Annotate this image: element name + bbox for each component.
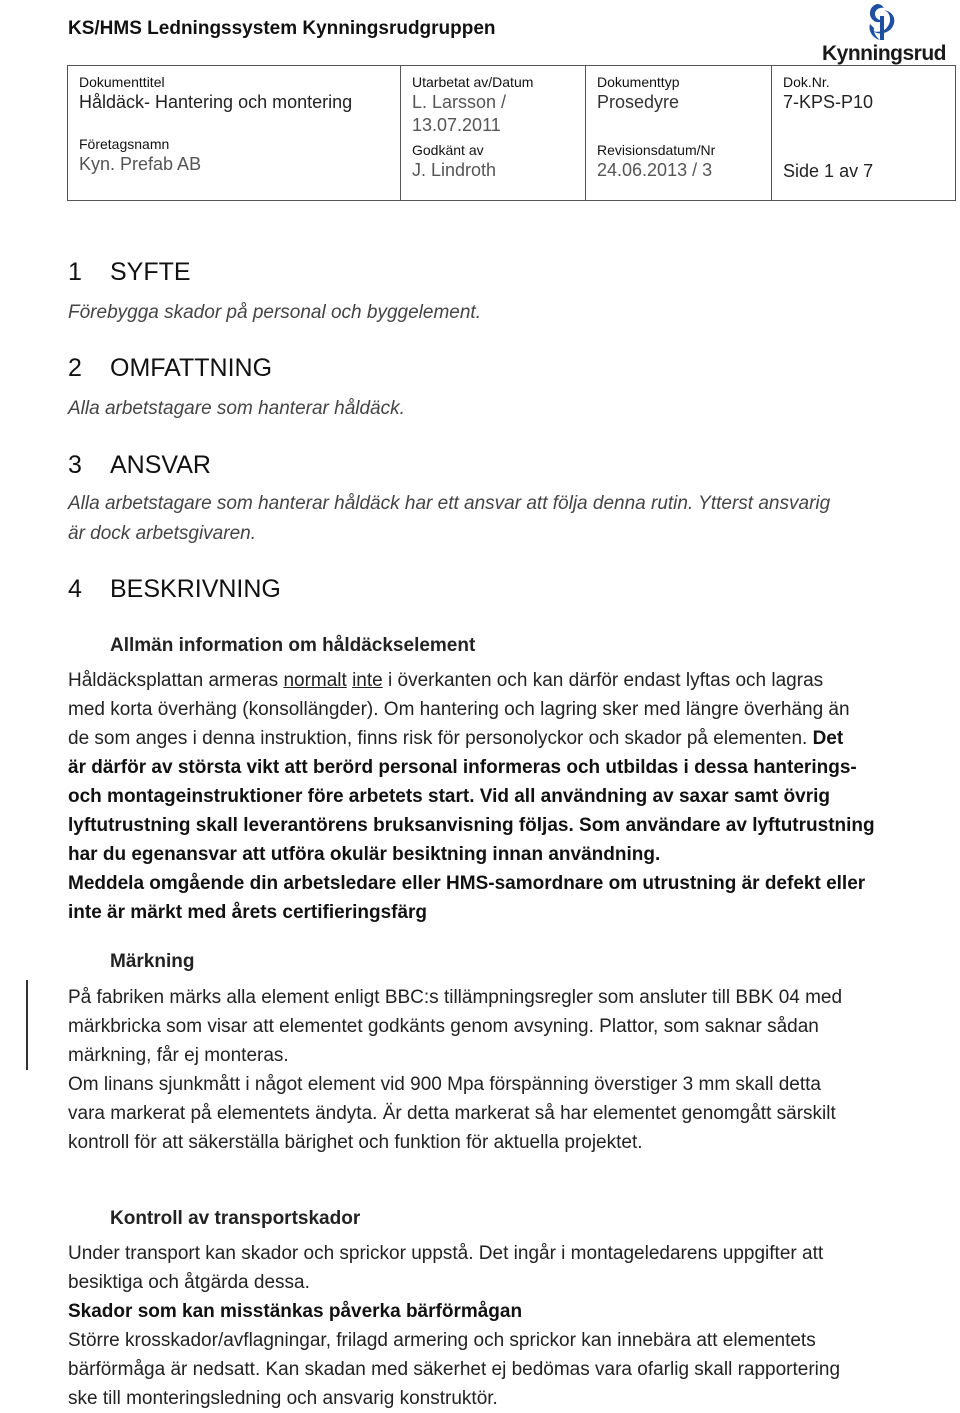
revision-label: Revisionsdatum/Nr (597, 142, 716, 158)
subheading-kontroll-transportskador: Kontroll av transportskador (110, 1208, 361, 1229)
foretagsnamn-label: Företagsnamn (79, 136, 170, 152)
dokumenttyp-label: Dokumenttyp (597, 74, 680, 90)
revision-value: 24.06.2013 / 3 (597, 160, 713, 180)
company-logo (822, 2, 946, 66)
page-current: 1 (824, 161, 835, 181)
revision-change-bar (26, 980, 28, 1070)
document-header-table (67, 65, 956, 201)
paragraph-kontroll-transportskador: Under transport kan skador och sprickor uppstå. Det ingår i montageledarens uppgifter att besiktiga och åtgärda dessa. Skador som kan misstänkas påverka bärförmågan Större krosskador/avflagningar, frilagd armering och sprickor kan innebära att elementets bärförmåga är nedsatt. Kan skadan med säkerhet ej bedömas vara ofarlig skall rapportering ske till monteringsledning och ansvarig konstruktör. (68, 1243, 841, 1409)
logo-wordmark: Kynningsrud (822, 42, 946, 65)
subheading-markning: Märkning (110, 951, 195, 972)
section-text-omfattning: Alla arbetstagare som hanterar håldäck. (68, 398, 405, 419)
page-word-av: av (839, 161, 859, 181)
section-text-syfte: Förebygga skador på personal och byggelement. (68, 302, 481, 323)
utarbetat-label: Utarbetat av/Datum (412, 74, 534, 90)
kynningsrud-emblem-icon (822, 2, 946, 44)
page-total: 7 (863, 161, 874, 181)
document-title: KS/HMS Ledningssystem Kynningsrudgruppen (68, 18, 496, 39)
page-indicator (783, 160, 873, 183)
paragraph-markning: På fabriken märks alla element enligt BBC:s tillämpningsregler som ansluter till BBK 04 med märkbricka som visar att elementet godkänts genom avsyning. Plattor, som saknar sådan märkning, får ej monteras. Om linans sjunkmått i något element vid 900 Mpa förspänning överstiger 3 mm skall detta vara markerat på elementets ändyta. Är detta markerat så har elementet genomgått särskilt kontroll för att säkerställa bärighet och funktion för aktuella projektet. (68, 987, 843, 1153)
foretagsnamn-value: Kyn. Prefab AB (79, 154, 202, 174)
section-heading-syfte: 1 SYFTE (68, 258, 191, 286)
godkant-value: J. Lindroth (412, 160, 497, 180)
section-text-ansvar: Alla arbetstagare som hanterar håldäck har ett ansvar att följa denna rutin. Ytterst ansvarig är dock arbetsgivaren. (68, 493, 831, 544)
dokumenttitel-value: Håldäck- Hantering och montering (79, 92, 353, 112)
page-word-side: Side (783, 161, 820, 181)
doknr-value: 7-KPS-P10 (783, 92, 874, 112)
godkant-label: Godkänt av (412, 142, 484, 158)
subheading-allman-information: Allmän information om håldäckselement (110, 635, 476, 656)
dokumenttitel-label: Dokumenttitel (79, 74, 165, 90)
section-heading-omfattning: 2 OMFATTNING (68, 354, 273, 382)
dokumenttyp-value: Prosedyre (597, 92, 680, 112)
paragraph-allman-information: Håldäcksplattan armeras normalt inte i överkanten och kan därför endast lyftas och lagras med korta överhäng (konsollängder). Om hantering och lagring sker med längre överhäng än de som anges i denna instruktion, finns risk för personolyckor och skador på elementen. Det är därför av största vikt att berörd personal informeras och utbildas i dessa hanterings- och montageinstruktioner före arbetets start. Vid all användning av saxar samt övrig lyftutrustning skall leverantörens bruksanvisning följas. Som användare av lyftutrustning har du egenansvar att utföra okulär besiktning innan användning. Meddela omgående din arbetsledare eller HMS-samordnare om utrustning är defekt eller inte är märkt med årets certifieringsfärg (68, 670, 875, 923)
section-heading-ansvar: 3 ANSVAR (68, 451, 211, 479)
utarbetat-value-name: L. Larsson / (412, 92, 507, 112)
doknr-label: Dok.Nr. (783, 74, 830, 90)
section-heading-beskrivning: 4 BESKRIVNING (68, 575, 281, 603)
utarbetat-value-date: 13.07.2011 (412, 115, 501, 135)
